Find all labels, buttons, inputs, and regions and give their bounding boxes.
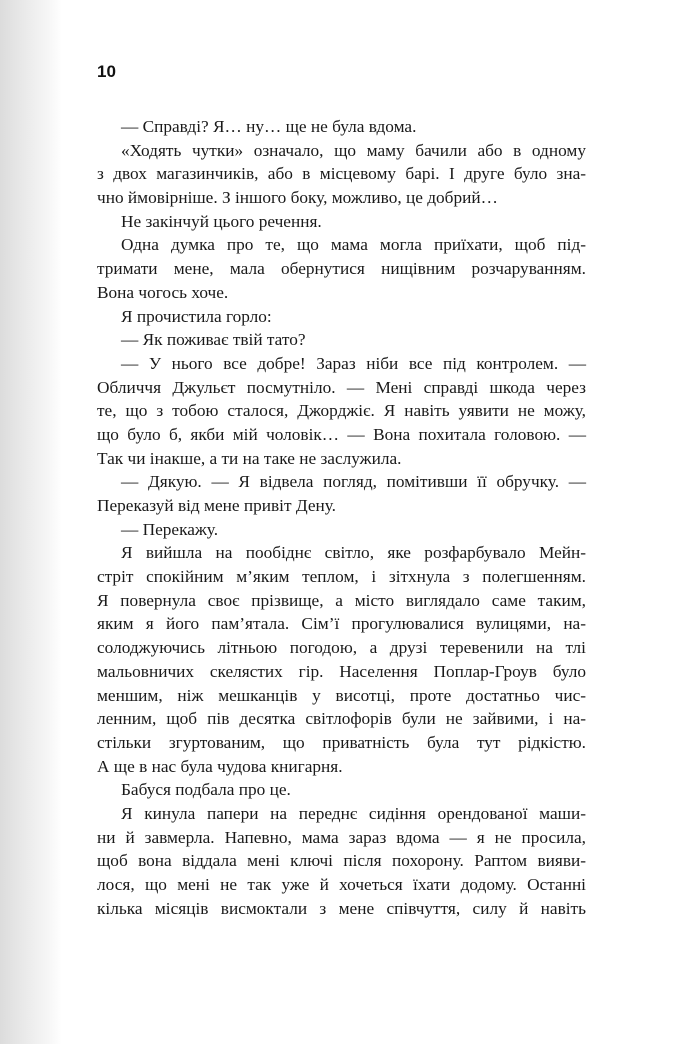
text-line: Я прочистила горло: bbox=[121, 306, 272, 326]
text-line: Я вийшла на пообіднє світло, яке розфарбувало Мейн- bbox=[121, 543, 586, 563]
text-line: мальовничих скелястих гір. Населення Поплар-Гроув було bbox=[97, 661, 586, 681]
text-line: ни й завмерла. Напевно, мама зараз вдома — я не просила, bbox=[97, 827, 586, 847]
text-line: те, що з тобою сталося, Джорджіє. Я навіть уявити не можу, bbox=[97, 401, 586, 421]
text-line: тримати мене, мала обернутися нищівним розчаруванням. bbox=[97, 259, 586, 279]
text-line: стільки згуртованим, що приватність була тут рідкістю. bbox=[97, 732, 586, 752]
text-line: «Ходять чутки» означало, що маму бачили або в одному bbox=[121, 140, 586, 160]
body-text bbox=[97, 115, 586, 920]
text-line: — У нього все добре! Зараз ніби все під контролем. — bbox=[121, 353, 586, 373]
text-line: Так чи інакше, а ти на таке не заслужила. bbox=[97, 448, 402, 468]
text-line: стріт спокійним м’яким теплом, і зітхнула з полегшенням. bbox=[97, 567, 586, 587]
text-line: — Перекажу. bbox=[121, 519, 219, 539]
text-line: — Справді? Я… ну… ще не була вдома. bbox=[121, 117, 417, 136]
text-line: Я кинула папери на переднє сидіння орендованої маши- bbox=[121, 803, 586, 823]
text-line: — Дякую. — Я відвела погляд, помітивши її обручку. — bbox=[121, 472, 586, 492]
text-line: Бабуся подбала про це. bbox=[121, 780, 291, 800]
text-line: що було б, якби мій чоловік… — Вона похитала головою. — bbox=[97, 424, 586, 444]
text-line: Вона чогось хоче. bbox=[97, 282, 229, 302]
text-line: ленним, щоб пів десятка світлофорів були не зайвими, і на- bbox=[97, 709, 586, 729]
page-number: 10 bbox=[97, 62, 116, 81]
text-line: з двох магазинчиків, або в місцевому барі. І друге було зна- bbox=[97, 164, 586, 184]
text-line: солоджуючись літньою погодою, а друзі теревенили на тлі bbox=[97, 638, 586, 658]
text-line: лося, що мені не так уже й хочеться їхати додому. Останні bbox=[97, 875, 586, 894]
text-line: А ще в нас була чудова книгарня. bbox=[97, 756, 343, 776]
text-line: щоб вона віддала мені ключі після похорону. Раптом вияви- bbox=[97, 851, 586, 871]
text-line: кілька місяців висмоктали з мене співчуття, силу й навіть bbox=[97, 898, 586, 918]
text-line: Обличчя Джульєт посмутніло. — Мені справді шкода через bbox=[97, 377, 586, 397]
text-line: яким я його пам’ятала. Сім’ї прогулювалися вулицями, на- bbox=[97, 614, 586, 634]
text-line: Я повернула своє прізвище, а місто виглядало саме таким, bbox=[97, 590, 586, 610]
text-line: — Як поживає твій тато? bbox=[121, 330, 306, 350]
text-line: Переказуй від мене привіт Дену. bbox=[97, 496, 336, 515]
text-line: меншим, ніж мешканців у висотці, проте достатньо чис- bbox=[97, 685, 586, 705]
text-line: Одна думка про те, що мама могла приїхати, щоб під- bbox=[121, 235, 586, 255]
text-line: чно ймовірніше. З іншого боку, можливо, це добрий… bbox=[97, 188, 498, 208]
text-line: Не закінчуй цього речення. bbox=[121, 211, 322, 231]
page-gutter-shadow bbox=[0, 0, 62, 1044]
